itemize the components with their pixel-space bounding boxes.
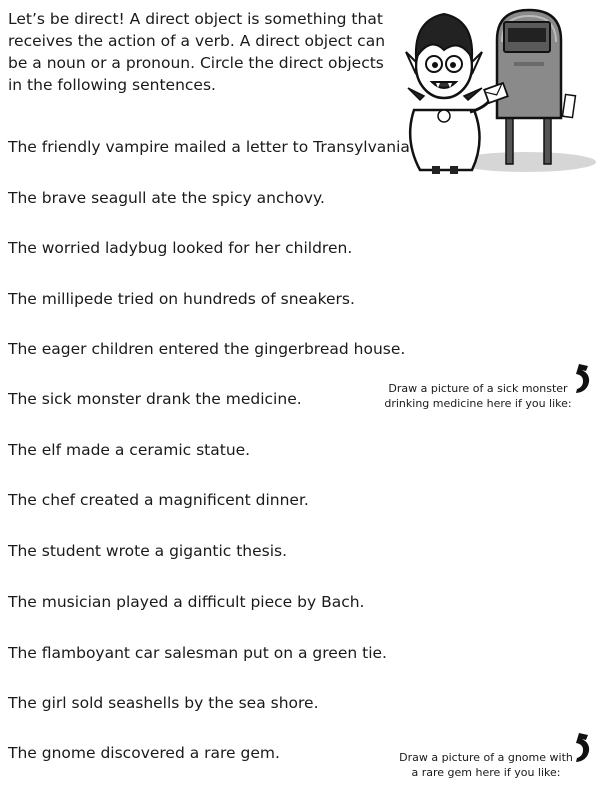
gnome-prompt-line-2: a rare gem here if you like: — [411, 766, 561, 779]
sentence-4: The millipede tried on hundreds of sneakers. — [8, 290, 355, 308]
sentence-2: The brave seagull ate the spicy anchovy. — [8, 189, 325, 207]
sentence-5: The eager children entered the gingerbread house. — [8, 340, 406, 358]
sentence-9: The student wrote a gigantic thesis. — [8, 542, 288, 560]
vampire-mailbox-illustration — [394, 0, 600, 178]
gnome-drawing-prompt — [396, 750, 576, 780]
sentence-6: The sick monster drank the medicine. — [8, 390, 302, 408]
sentence-10: The musician played a difficult piece by Bach. — [8, 593, 365, 611]
sentence-11: The flamboyant car salesman put on a green tie. — [8, 644, 387, 662]
sentence-7: The elf made a ceramic statue. — [8, 441, 251, 459]
gnome-prompt-line-1: Draw a picture of a gnome with — [399, 751, 573, 764]
sentence-13: The gnome discovered a rare gem. — [8, 744, 280, 762]
sentence-12: The girl sold seashells by the sea shore. — [8, 694, 319, 712]
sentence-8: The chef created a magnificent dinner. — [8, 491, 309, 509]
curved-arrow-icon — [573, 731, 593, 765]
instructions: Let’s be direct! A direct object is something that receives the action of a verb. A direct object can be a noun or a pronoun. Circle the direct objects in the following sentences. — [8, 10, 386, 94]
sentence-3: The worried ladybug looked for her children. — [8, 239, 353, 257]
curved-arrow-icon — [573, 362, 593, 396]
monster-drawing-prompt — [380, 381, 576, 411]
monster-prompt-line-2: drinking medicine here if you like: — [384, 397, 572, 410]
sentence-1: The friendly vampire mailed a letter to Transylvania. — [8, 138, 415, 156]
monster-prompt-line-1: Draw a picture of a sick monster — [388, 382, 568, 395]
